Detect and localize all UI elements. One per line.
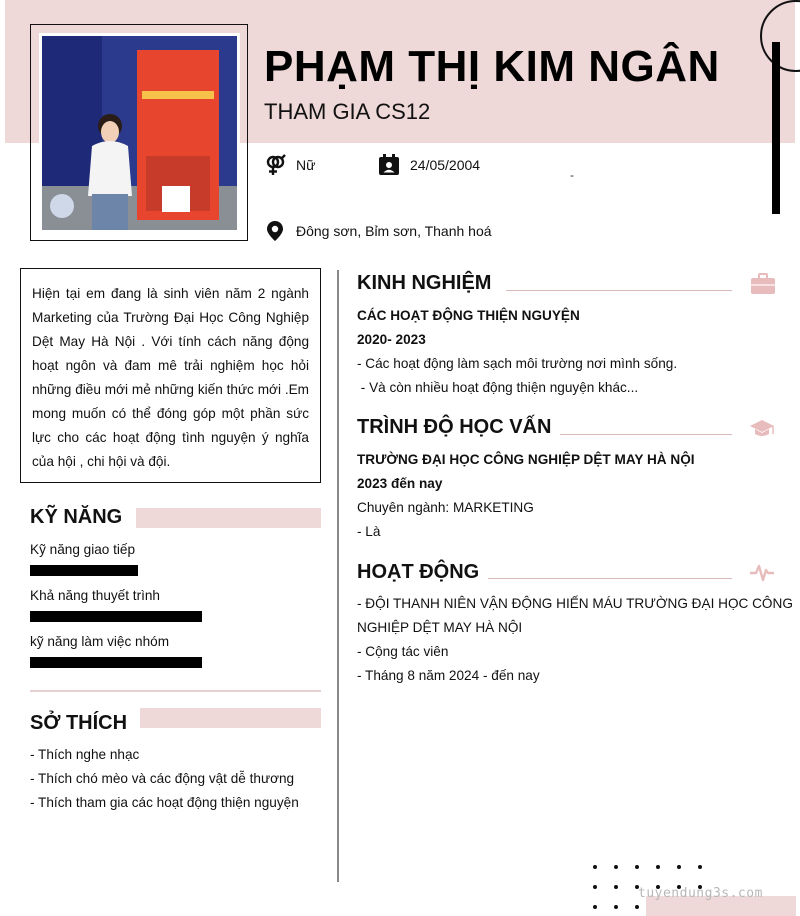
address-value: Đông sơn, Bỉm sơn, Thanh hoá — [296, 223, 492, 239]
hobbies-title-bar — [140, 708, 321, 728]
gender-info — [264, 154, 315, 176]
experience-line: - Các hoạt động làm sạch môi trường nơi mình sống. — [357, 356, 678, 371]
activity-line: NGHIỆP DỆT MAY HÀ NỘI — [357, 620, 523, 635]
location-pin-icon — [264, 220, 286, 242]
experience-line: - Và còn nhiều hoạt động thiện nguyện khác... — [357, 380, 639, 395]
education-title-line — [560, 434, 732, 435]
dash-mark: - — [570, 168, 574, 182]
experience-title-line — [506, 290, 732, 291]
subtitle: THAM GIA CS12 — [264, 99, 431, 124]
hobby-item: - Thích chó mèo và các động vật dễ thương — [30, 771, 295, 786]
birthdate-value: 24/05/2004 — [410, 157, 481, 173]
skill-label: Kỹ năng giao tiếp — [30, 542, 136, 557]
skill-level-bar — [30, 611, 202, 622]
gender-value: Nữ — [296, 157, 316, 173]
vertical-bar-decoration — [772, 42, 780, 214]
briefcase-icon — [750, 273, 776, 300]
activities-title: HOẠT ĐỘNG — [357, 561, 480, 583]
skill-label: kỹ năng làm việc nhóm — [30, 634, 170, 649]
graduation-cap-icon — [749, 418, 775, 445]
experience-org: CÁC HOẠT ĐỘNG THIỆN NGUYỆN — [357, 308, 580, 323]
column-divider — [337, 270, 339, 882]
hobby-item: - Thích nghe nhạc — [30, 747, 140, 762]
photo-frame — [30, 24, 248, 241]
education-line: Chuyên ngành: MARKETING — [357, 500, 534, 515]
skills-title: KỸ NĂNG — [30, 506, 123, 528]
skills-title-bar — [136, 508, 321, 528]
skill-label: Khả năng thuyết trình — [30, 588, 160, 603]
education-title: TRÌNH ĐỘ HỌC VẤN — [357, 416, 552, 438]
pulse-icon — [749, 562, 775, 589]
full-name: PHẠM THỊ KIM NGÂN — [264, 42, 720, 91]
intro-box: Hiện tại em đang là sinh viên năm 2 ngành Marketing của Trường Đại Học Công Nghiệp Dệt May Hà Nội . Với tính cách năng động hoạt ngôn và đam mê trải nghiệm học hỏi những điều mới mẻ những kiến thức mới .Em mong muốn có thể đóng góp một phần sức lực cho các hoạt động tình nguyện ý nghĩa của hội , chi hội và đội. — [20, 268, 321, 483]
education-school: TRƯỜNG ĐẠI HỌC CÔNG NGHIỆP DỆT MAY HÀ NỘI — [357, 452, 695, 467]
watermark: tuyendung3s.com — [638, 886, 763, 901]
address-info — [264, 220, 492, 242]
activity-line: - Cộng tác viên — [357, 644, 449, 659]
left-separator — [30, 690, 321, 692]
activities-title-line — [488, 578, 732, 579]
education-line: - Là — [357, 524, 381, 539]
skill-level-bar — [30, 565, 138, 576]
hobbies-title: SỞ THÍCH — [30, 712, 128, 734]
birthdate-info — [378, 154, 480, 176]
activity-line: - ĐỘI THANH NIÊN VẬN ĐỘNG HIẾN MÁU TRƯỜNG ĐẠI HỌC CÔNG — [357, 596, 793, 611]
calendar-contact-icon — [378, 154, 400, 176]
experience-title: KINH NGHIỆM — [357, 272, 492, 294]
profile-photo — [42, 36, 237, 230]
hobby-item: - Thích tham gia các hoạt động thiện nguyện — [30, 795, 299, 810]
education-period: 2023 đến nay — [357, 476, 443, 491]
gender-icon — [264, 154, 286, 176]
activity-line: - Tháng 8 năm 2024 - đến nay — [357, 668, 540, 683]
skill-level-bar — [30, 657, 202, 668]
experience-period: 2020- 2023 — [357, 332, 426, 347]
